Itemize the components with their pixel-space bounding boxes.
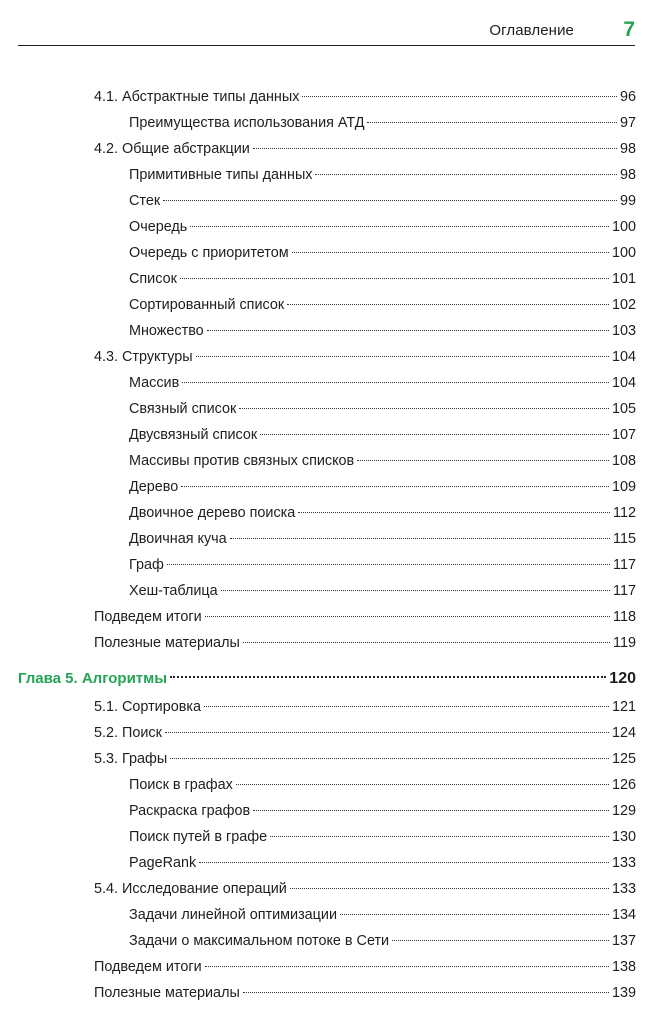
toc-entry-page: 103: [611, 323, 636, 339]
toc-entry-title: Полезные материалы: [94, 985, 240, 1001]
chapter-title: Глава 5. Алгоритмы: [18, 670, 168, 687]
toc-entry-page: 98: [619, 167, 636, 183]
toc-entry-title: Сортированный список: [129, 297, 285, 313]
toc-entry-page: 118: [613, 609, 636, 625]
toc-dot-leader: [236, 784, 609, 785]
toc-entry-title: Массивы против связных списков: [129, 453, 355, 469]
toc-entry[interactable]: [0, 526, 653, 552]
toc-entry-page: 125: [611, 751, 636, 767]
toc-entry-page: 108: [611, 453, 636, 469]
running-header-title: Оглавление: [489, 22, 574, 39]
toc-entry[interactable]: [0, 422, 653, 448]
toc-entry[interactable]: [0, 448, 653, 474]
toc-entry-page: 121: [611, 699, 636, 715]
toc-entry-title: Двоичное дерево поиска: [129, 505, 296, 521]
toc-entry-title: 5.2. Поиск: [94, 725, 162, 741]
header-divider: [18, 45, 635, 46]
toc-dot-leader: [170, 676, 606, 678]
toc-entry[interactable]: [0, 474, 653, 500]
toc-entry-page: 138: [611, 959, 636, 975]
toc-dot-leader: [239, 408, 609, 409]
toc-dot-leader: [182, 382, 609, 383]
toc-entry-resources[interactable]: [0, 980, 653, 1006]
toc-dot-leader: [243, 992, 609, 993]
toc-entry-page: 98: [619, 141, 636, 157]
toc-entry[interactable]: [0, 928, 653, 954]
toc-entry[interactable]: [0, 396, 653, 422]
toc-entry-title: Преимущества использования АТД: [129, 115, 365, 131]
toc-entry-title: Очередь с приоритетом: [129, 245, 289, 261]
toc-entry-resources[interactable]: [0, 630, 653, 656]
toc-dot-leader: [230, 538, 610, 539]
toc-entry-page: 105: [611, 401, 636, 417]
toc-entry-title: Задачи линейной оптимизации: [129, 907, 338, 923]
toc-entry-page: 133: [611, 855, 636, 871]
toc-entry[interactable]: [0, 162, 653, 188]
toc-entry-title: Граф: [129, 557, 164, 573]
toc-entry-page: 139: [611, 985, 636, 1001]
toc-entry-page: 117: [613, 557, 636, 573]
toc-entry-title: Список: [129, 271, 177, 287]
toc-dot-leader: [315, 174, 617, 175]
toc-entry-page: 104: [611, 375, 636, 391]
toc-entry-title: Поиск в графах: [129, 777, 233, 793]
toc-entry-title: Множество: [129, 323, 204, 339]
toc-dot-leader: [367, 122, 617, 123]
toc-entry-page: 102: [611, 297, 636, 313]
toc-dot-leader: [260, 434, 609, 435]
toc-dot-leader: [170, 758, 609, 759]
toc-entry[interactable]: [0, 370, 653, 396]
toc-chapter-5[interactable]: [0, 664, 653, 694]
toc-entry-title: Подведем итоги: [94, 609, 202, 625]
toc-dot-leader: [199, 862, 609, 863]
toc-entry[interactable]: [0, 578, 653, 604]
toc-dot-leader: [392, 940, 609, 941]
toc-entry-page: 109: [611, 479, 636, 495]
toc-entry-4-1[interactable]: [0, 84, 653, 110]
toc-entry-title: Полезные материалы: [94, 635, 240, 651]
toc-entry-title: Очередь: [129, 219, 188, 235]
toc-entry[interactable]: [0, 292, 653, 318]
toc-dot-leader: [357, 460, 609, 461]
toc-entry-title: Подведем итоги: [94, 959, 202, 975]
toc-dot-leader: [298, 512, 610, 513]
toc-entry-page: 126: [611, 777, 636, 793]
toc-entry[interactable]: [0, 824, 653, 850]
toc-entry-title: Стек: [129, 193, 161, 209]
toc-entry-page: 134: [611, 907, 636, 923]
chapter-page: 120: [609, 670, 636, 687]
toc-entry[interactable]: [0, 902, 653, 928]
toc-entry-title: Примитивные типы данных: [129, 167, 313, 183]
toc-entry-4-3[interactable]: [0, 344, 653, 370]
toc-entry-summary[interactable]: [0, 604, 653, 630]
toc-entry-title: Дерево: [129, 479, 179, 495]
toc-dot-leader: [340, 914, 609, 915]
toc-entry-page: 129: [611, 803, 636, 819]
toc-entry[interactable]: [0, 798, 653, 824]
toc-entry[interactable]: [0, 772, 653, 798]
toc-section-4: [0, 84, 653, 656]
toc-entry[interactable]: [0, 318, 653, 344]
toc-dot-leader: [253, 148, 617, 149]
table-of-contents: [0, 84, 653, 1006]
toc-dot-leader: [204, 706, 609, 707]
toc-entry-page: 124: [611, 725, 636, 741]
toc-dot-leader: [163, 200, 617, 201]
toc-dot-leader: [243, 642, 610, 643]
toc-dot-leader: [221, 590, 610, 591]
toc-entry-title: Поиск путей в графе: [129, 829, 268, 845]
toc-dot-leader: [302, 96, 617, 97]
toc-entry-5-1[interactable]: [0, 694, 653, 720]
toc-dot-leader: [253, 810, 609, 811]
toc-entry-page: 96: [619, 89, 636, 105]
toc-entry[interactable]: [0, 500, 653, 526]
toc-entry-page: 101: [611, 271, 636, 287]
toc-entry-5-4[interactable]: [0, 876, 653, 902]
toc-entry[interactable]: [0, 266, 653, 292]
toc-dot-leader: [190, 226, 609, 227]
toc-dot-leader: [181, 486, 609, 487]
toc-entry[interactable]: [0, 110, 653, 136]
page-header: [0, 0, 653, 50]
toc-entry-page: 130: [611, 829, 636, 845]
toc-entry-page: 119: [613, 635, 636, 651]
toc-dot-leader: [207, 330, 609, 331]
toc-entry-page: 137: [611, 933, 636, 949]
toc-dot-leader: [196, 356, 609, 357]
toc-entry-5-2[interactable]: [0, 720, 653, 746]
toc-entry[interactable]: [0, 188, 653, 214]
toc-entry-title: 4.2. Общие абстракции: [94, 141, 250, 157]
toc-entry-title: Связный список: [129, 401, 237, 417]
toc-entry-4-2[interactable]: [0, 136, 653, 162]
toc-dot-leader: [165, 732, 609, 733]
toc-entry-page: 112: [613, 505, 636, 521]
toc-entry[interactable]: [0, 240, 653, 266]
toc-section-5: [0, 694, 653, 1006]
toc-dot-leader: [167, 564, 610, 565]
toc-entry-page: 100: [611, 245, 636, 261]
toc-entry[interactable]: [0, 850, 653, 876]
toc-entry-title: 5.4. Исследование операций: [94, 881, 287, 897]
toc-dot-leader: [270, 836, 609, 837]
toc-entry-title: 5.3. Графы: [94, 751, 168, 767]
toc-dot-leader: [205, 966, 609, 967]
toc-entry-page: 107: [611, 427, 636, 443]
toc-dot-leader: [290, 888, 609, 889]
toc-entry-page: 100: [611, 219, 636, 235]
toc-entry-page: 115: [613, 531, 636, 547]
toc-entry-title: Задачи о максимальном потоке в Сети: [129, 933, 390, 949]
toc-entry-page: 99: [619, 193, 636, 209]
toc-entry-title: Раскраска графов: [129, 803, 251, 819]
toc-dot-leader: [287, 304, 609, 305]
toc-dot-leader: [180, 278, 609, 279]
toc-entry-title: Двоичная куча: [129, 531, 227, 547]
toc-dot-leader: [292, 252, 609, 253]
toc-entry-5-3[interactable]: [0, 746, 653, 772]
toc-entry-page: 97: [619, 115, 636, 131]
toc-entry-title: Двусвязный список: [129, 427, 258, 443]
toc-entry-page: 117: [613, 583, 636, 599]
toc-entry-page: 104: [611, 349, 636, 365]
page-number: 7: [623, 18, 635, 41]
toc-entry[interactable]: [0, 552, 653, 578]
toc-entry-title: Хеш-таблица: [129, 583, 218, 599]
toc-entry-summary[interactable]: [0, 954, 653, 980]
toc-entry-title: 4.1. Абстрактные типы данных: [94, 89, 300, 105]
toc-entry-title: 5.1. Сортировка: [94, 699, 201, 715]
toc-entry[interactable]: [0, 214, 653, 240]
toc-entry-title: 4.3. Структуры: [94, 349, 193, 365]
toc-entry-title: Массив: [129, 375, 180, 391]
toc-dot-leader: [205, 616, 610, 617]
toc-entry-page: 133: [611, 881, 636, 897]
toc-entry-title: PageRank: [129, 855, 197, 871]
